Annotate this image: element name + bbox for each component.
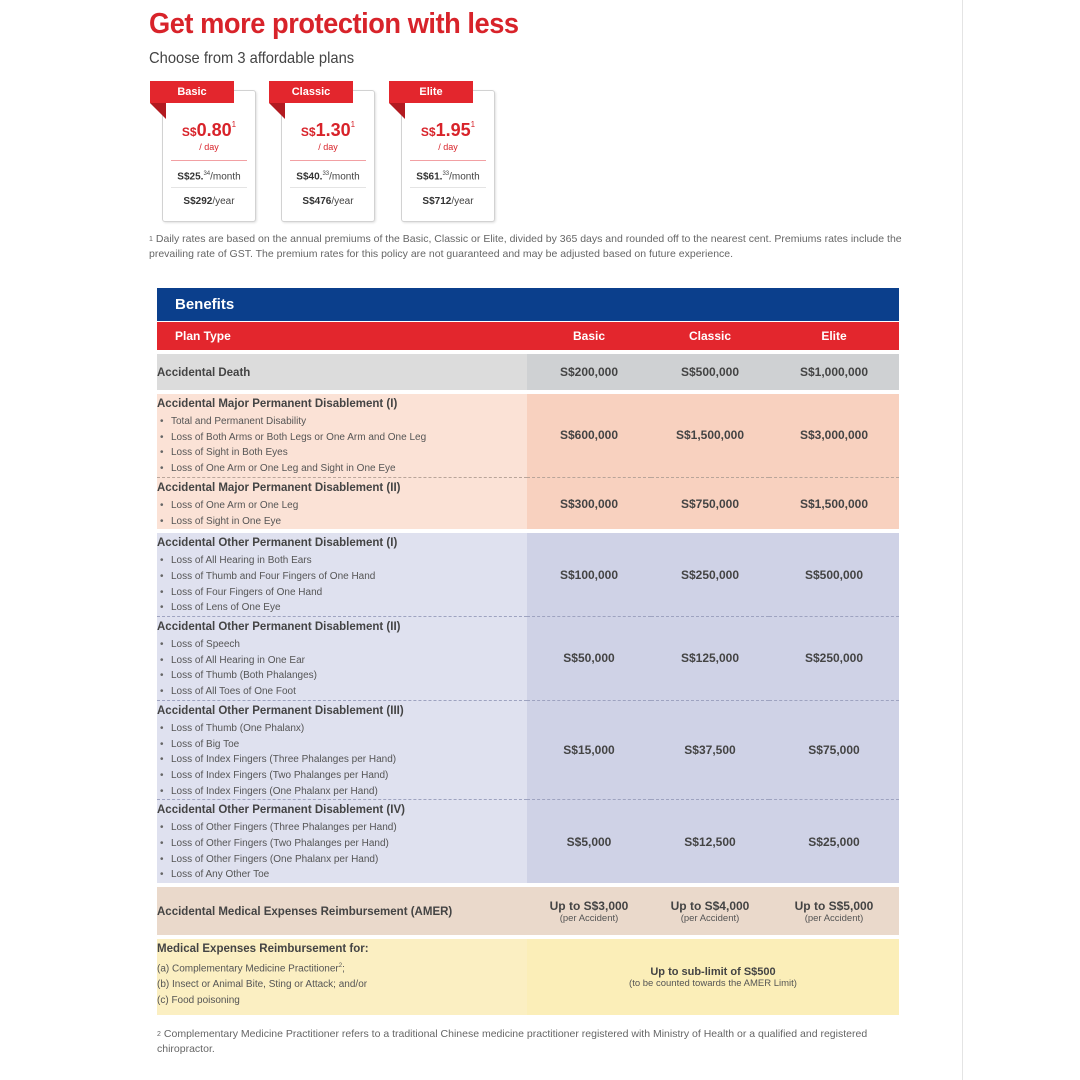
table-row: [157, 937, 899, 1014]
yearly-suffix: /year: [212, 196, 235, 207]
plan-card-classic: [281, 86, 375, 222]
list-item: (c) Food poisoning: [157, 994, 240, 1006]
header-plan-type: Plan Type: [157, 322, 527, 352]
row-label: [157, 617, 527, 701]
list-item: • Loss of Index Fingers (Three Phalanges per Hand): [171, 752, 527, 768]
monthly-suffix: /month: [329, 171, 360, 183]
value-classic: [651, 885, 769, 937]
value-basic: S$5,000: [527, 800, 651, 885]
list-item: • Loss of One Arm or One Leg and Sight in One Eye: [171, 461, 527, 477]
list-item: • Loss of Big Toe: [171, 737, 527, 753]
price-currency: S$: [420, 125, 436, 139]
ribbon-fold: [389, 103, 405, 119]
row-label: [157, 885, 527, 937]
price-footnote-mark: 1: [470, 120, 476, 129]
row-label: [157, 531, 527, 616]
value-classic: S$500,000: [651, 352, 769, 392]
value-elite: S$1,000,000: [769, 352, 899, 392]
list-item: • Loss of Any Other Toe: [171, 867, 527, 883]
footnote-mark: 2: [157, 1031, 161, 1038]
table-row: [157, 700, 899, 800]
amer-note: (per Accident): [559, 912, 619, 924]
value-elite: S$250,000: [769, 617, 899, 701]
value-basic: S$15,000: [527, 700, 651, 800]
row-label: [157, 700, 527, 800]
bullet-list: [157, 820, 527, 883]
footnote-daily-rates: [149, 232, 909, 262]
per-day-label: / day: [199, 142, 219, 152]
list-item: • Loss of Lens of One Eye: [171, 600, 527, 616]
row-label: [157, 937, 527, 1014]
page-divider-line: [962, 0, 963, 1080]
value-classic: S$750,000: [651, 477, 769, 531]
row-title: Accidental Other Permanent Disablement (II): [157, 621, 401, 634]
value-elite: S$3,000,000: [769, 392, 899, 477]
footnote-mark: 1: [149, 236, 153, 243]
row-label: [157, 477, 527, 531]
table-row: [157, 800, 899, 885]
value-basic: S$600,000: [527, 392, 651, 477]
list-item: • Total and Permanent Disability: [171, 414, 527, 430]
list-item: • Loss of Sight in Both Eyes: [171, 445, 527, 461]
yearly-suffix: /year: [331, 196, 354, 207]
row-label: [157, 352, 527, 392]
plan-ribbon-basic: Basic: [150, 81, 234, 103]
plan-card-elite: [401, 86, 495, 222]
value-elite: S$25,000: [769, 800, 899, 885]
card-divider: [410, 160, 486, 161]
card-divider: [171, 187, 247, 188]
row-title: Accidental Major Permanent Disablement (II): [157, 481, 401, 494]
card-divider: [171, 160, 247, 161]
yearly-amount: S$476: [302, 196, 332, 207]
sub-limit-note: (to be counted towards the AMER Limit): [629, 978, 797, 990]
monthly-suffix: /month: [210, 171, 241, 183]
ribbon-fold: [150, 103, 166, 119]
benefits-table: [157, 322, 899, 1015]
list-item: • Loss of Other Fingers (One Phalanx per Hand): [171, 852, 527, 868]
value-classic: S$12,500: [651, 800, 769, 885]
amer-note: (per Accident): [804, 912, 864, 924]
row-title: Medical Expenses Reimbursement for:: [157, 943, 369, 956]
row-title: Accidental Other Permanent Disablement (IV): [157, 804, 405, 817]
yearly-amount: S$712: [422, 196, 452, 207]
value-elite: S$1,500,000: [769, 477, 899, 531]
table-row: [157, 392, 899, 477]
list-item: • Loss of Index Fingers (Two Phalanges per Hand): [171, 768, 527, 784]
page-subheadline: Choose from 3 affordable plans: [149, 50, 355, 67]
page-headline: Get more protection with less: [149, 8, 519, 40]
table-row: [157, 885, 899, 937]
list-item: [157, 959, 527, 977]
header-basic: Basic: [527, 322, 651, 352]
value-classic: S$250,000: [651, 531, 769, 616]
price-currency: S$: [181, 125, 197, 139]
bullet-list: [157, 553, 527, 616]
monthly-amount: S$25.: [177, 171, 204, 183]
monthly-price-classic: [282, 171, 374, 182]
value-basic: S$100,000: [527, 531, 651, 616]
amer-limit: Up to S$3,000: [549, 898, 629, 913]
price-currency: S$: [300, 125, 316, 139]
price-footnote-mark: 1: [350, 120, 356, 129]
daily-price-classic: [282, 120, 374, 141]
bullet-list: [157, 637, 527, 700]
list-item: • Loss of Speech: [171, 637, 527, 653]
list-item-text: (a) Complementary Medicine Practitioner: [157, 963, 339, 975]
list-item: • Loss of Thumb and Four Fingers of One Hand: [171, 569, 527, 585]
card-divider: [290, 187, 366, 188]
table-row: [157, 531, 899, 616]
monthly-amount: S$40.: [296, 171, 323, 183]
table-header-row: [157, 322, 899, 352]
medical-sub-limit: [527, 937, 899, 1014]
footnote-text: Daily rates are based on the annual premiums of the Basic, Classic or Elite, divided by 365 days and rounded off to the nearest cent. Premiums rates include the prevailing rate of GST. The premium rates for this policy are not guaranteed and may be adjusted based on future experience.: [149, 233, 902, 260]
monthly-amount: S$61.: [416, 171, 443, 183]
value-basic: S$200,000: [527, 352, 651, 392]
list-item: • Loss of One Arm or One Leg: [171, 498, 527, 514]
bullet-list: [157, 414, 527, 477]
list-item: • Loss of All Hearing in One Ear: [171, 653, 527, 669]
list-item: • Loss of Index Fingers (One Phalanx per Hand): [171, 784, 527, 800]
card-divider: [410, 187, 486, 188]
plan-card-basic: [162, 86, 256, 222]
lettered-list: [157, 959, 527, 1008]
value-basic: S$300,000: [527, 477, 651, 531]
monthly-cents: 34: [203, 171, 211, 177]
price-amount: 1.30: [315, 120, 351, 140]
list-item: • Loss of All Toes of One Foot: [171, 684, 527, 700]
row-title: Accidental Medical Expenses Reimbursement (AMER): [157, 906, 453, 919]
bullet-list: [157, 721, 527, 800]
plan-ribbon-elite: Elite: [389, 81, 473, 103]
table-row: [157, 352, 899, 392]
yearly-price-classic: [282, 196, 374, 207]
row-label: [157, 392, 527, 477]
list-item: • Loss of Other Fingers (Three Phalanges per Hand): [171, 820, 527, 836]
table-row: [157, 617, 899, 701]
price-footnote-mark: 1: [231, 120, 237, 129]
per-day-label: / day: [318, 142, 338, 152]
per-day-label: / day: [438, 142, 458, 152]
list-item: • Loss of Sight in One Eye: [171, 514, 527, 530]
yearly-amount: S$292: [183, 196, 213, 207]
monthly-suffix: /month: [449, 171, 480, 183]
footnote-mark: 2: [338, 963, 343, 970]
list-item: • Loss of Other Fingers (Two Phalanges per Hand): [171, 836, 527, 852]
value-elite: S$500,000: [769, 531, 899, 616]
value-classic: S$1,500,000: [651, 392, 769, 477]
price-amount: 0.80: [196, 120, 232, 140]
value-basic: S$50,000: [527, 617, 651, 701]
amer-note: (per Accident): [680, 912, 740, 924]
value-classic: S$37,500: [651, 700, 769, 800]
row-title: Accidental Other Permanent Disablement (I): [157, 537, 398, 550]
row-title: Accidental Death: [157, 367, 251, 379]
list-item: • Loss of Thumb (One Phalanx): [171, 721, 527, 737]
monthly-price-elite: [402, 171, 494, 182]
card-divider: [290, 160, 366, 161]
benefits-title-bar: Benefits: [157, 288, 899, 321]
sub-limit-value: Up to sub-limit of S$500: [650, 966, 776, 979]
list-item: • Loss of All Hearing in Both Ears: [171, 553, 527, 569]
value-elite: [769, 885, 899, 937]
footnote-text: Complementary Medicine Practitioner refers to a traditional Chinese medicine practitioner registered with Ministry of Health or a qualified and registered chiropractor.: [157, 1028, 868, 1055]
monthly-cents: 33: [322, 171, 330, 177]
list-item: (b) Insect or Animal Bite, Sting or Attack; and/or: [157, 979, 368, 991]
monthly-cents: 33: [442, 171, 450, 177]
plan-ribbon-classic: Classic: [269, 81, 353, 103]
yearly-price-basic: [163, 196, 255, 207]
row-title: Accidental Major Permanent Disablement (I): [157, 398, 398, 410]
list-item: • Loss of Thumb (Both Phalanges): [171, 668, 527, 684]
table-row: [157, 477, 899, 531]
row-title: Accidental Other Permanent Disablement (III): [157, 704, 404, 717]
header-classic: Classic: [651, 322, 769, 352]
value-elite: S$75,000: [769, 700, 899, 800]
amer-limit: Up to S$4,000: [670, 898, 750, 913]
value-basic: [527, 885, 651, 937]
value-classic: S$125,000: [651, 617, 769, 701]
list-item: • Loss of Both Arms or Both Legs or One Arm and One Leg: [171, 430, 527, 446]
monthly-price-basic: [163, 171, 255, 182]
ribbon-fold: [269, 103, 285, 119]
header-elite: Elite: [769, 322, 899, 352]
yearly-price-elite: [402, 196, 494, 207]
bullet-list: [157, 498, 527, 529]
daily-price-basic: [163, 120, 255, 141]
footnote-complementary-medicine: [157, 1027, 897, 1057]
daily-price-elite: [402, 120, 494, 141]
price-amount: 1.95: [435, 120, 471, 140]
amer-limit: Up to S$5,000: [794, 898, 874, 913]
list-item-punct: ;: [342, 963, 345, 975]
list-item: • Loss of Four Fingers of One Hand: [171, 585, 527, 601]
yearly-suffix: /year: [451, 196, 474, 207]
row-label: [157, 800, 527, 885]
